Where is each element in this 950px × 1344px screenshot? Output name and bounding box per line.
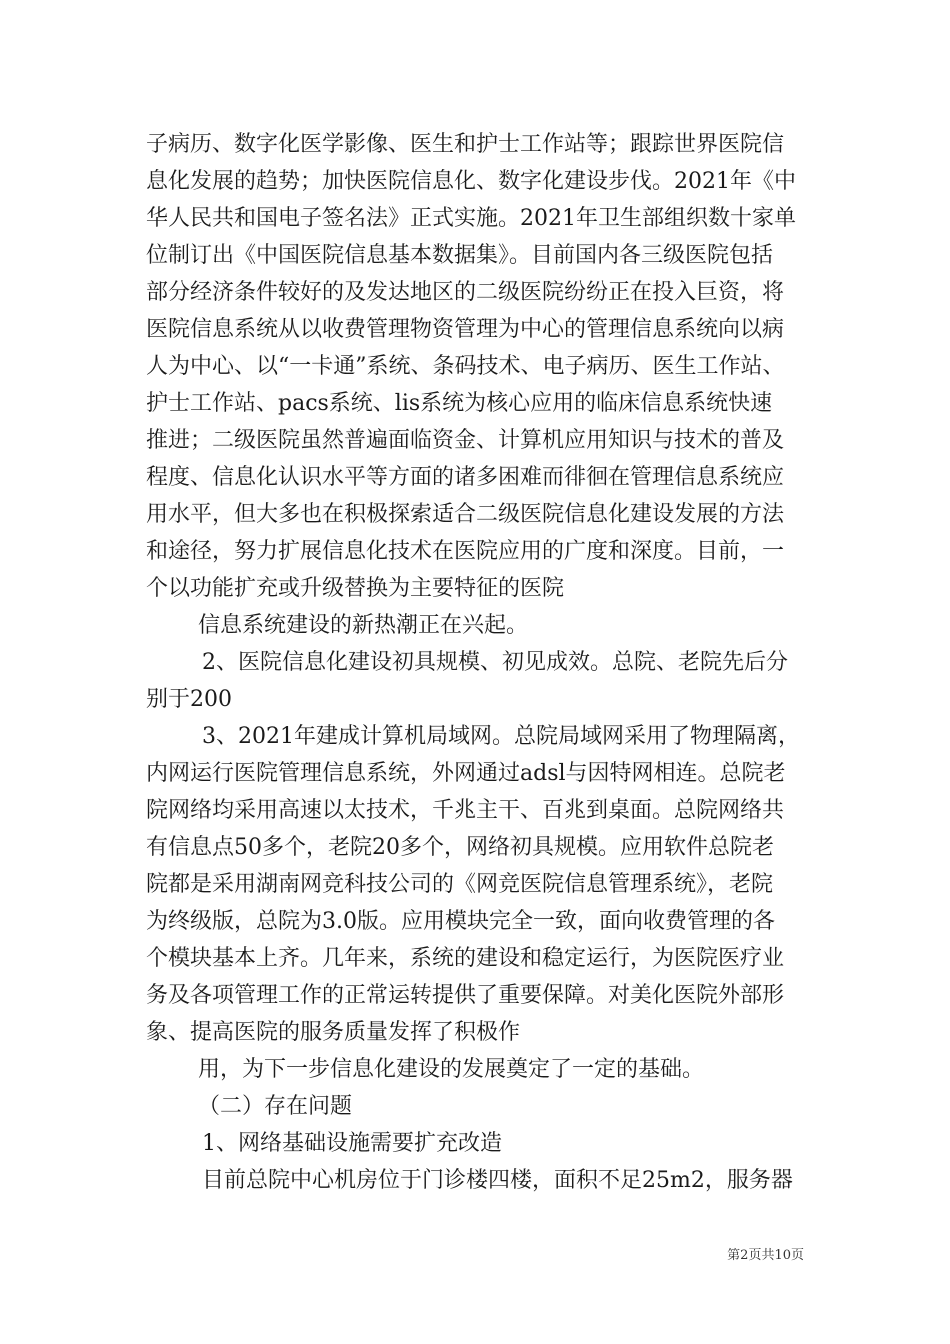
text-line: 华人民共和国电子签名法》正式实施。2021年卫生部组织数十家单	[146, 206, 796, 231]
text-line: 人为中心、以“一卡通”系统、条码技术、电子病历、医生工作站、	[146, 354, 785, 379]
text-line: 信息系统建设的新热潮正在兴起。	[198, 613, 529, 638]
text-line: 3、2021年建成计算机局域网。总院局域网采用了物理隔离，	[202, 724, 800, 749]
text-line: 2、医院信息化建设初具规模、初见成效。总院、老院先后分	[202, 650, 788, 675]
page-number-footer: 第2页共10页	[727, 1248, 804, 1263]
text-line: 别于200	[146, 687, 232, 712]
text-line: 息化发展的趋势；加快医院信息化、数字化建设步伐。2021年《中	[146, 169, 796, 194]
text-line: 院都是采用湖南网竞科技公司的《网竞医院信息管理系统》，老院	[146, 872, 774, 897]
text-line: 象、提高医院的服务质量发挥了积极作	[146, 1020, 521, 1045]
text-line: 目前总院中心机房位于门诊楼四楼，面积不足25m2，服务器	[202, 1168, 793, 1193]
text-line: 位制订出《中国医院信息基本数据集》。目前国内各三级医院包括	[146, 243, 774, 268]
body-text	[146, 126, 814, 1199]
text-line: 部分经济条件较好的及发达地区的二级医院纷纷正在投入巨资，将	[146, 280, 785, 305]
text-line: 子病历、数字化医学影像、医生和护士工作站等；跟踪世界医院信	[146, 132, 785, 157]
text-line: 程度、信息化认识水平等方面的诸多困难而徘徊在管理信息系统应	[146, 465, 785, 490]
text-line: 个以功能扩充或升级替换为主要特征的医院	[146, 576, 565, 601]
text-line: 院网络均采用高速以太技术，千兆主干、百兆到桌面。总院网络共	[146, 798, 785, 823]
text-line: 为终级版，总院为3.0版。应用模块完全一致，面向收费管理的各	[146, 909, 775, 934]
text-line: 用，为下一步信息化建设的发展奠定了一定的基础。	[198, 1057, 705, 1082]
text-line: 和途径，努力扩展信息化技术在医院应用的广度和深度。目前，一	[146, 539, 785, 564]
text-line: 个模块基本上齐。几年来，系统的建设和稳定运行，为医院医疗业	[146, 946, 785, 971]
text-line: 有信息点50多个，老院20多个，网络初具规模。应用软件总院老	[146, 835, 774, 860]
section-heading: （二）存在问题	[198, 1094, 353, 1119]
text-line: 护士工作站、pacs系统、lis系统为核心应用的临床信息系统快速	[146, 391, 773, 416]
text-line: 用水平，但大多也在积极探索适合二级医院信息化建设发展的方法	[146, 502, 785, 527]
text-line: 务及各项管理工作的正常运转提供了重要保障。对美化医院外部形	[146, 983, 785, 1008]
text-line: 推进；二级医院虽然普遍面临资金、计算机应用知识与技术的普及	[146, 428, 785, 453]
subsection-heading: 1、网络基础设施需要扩充改造	[202, 1131, 502, 1156]
text-line: 内网运行医院管理信息系统，外网通过adsl与因特网相连。总院老	[146, 761, 786, 786]
text-line: 医院信息系统从以收费管理物资管理为中心的管理信息系统向以病	[146, 317, 785, 342]
